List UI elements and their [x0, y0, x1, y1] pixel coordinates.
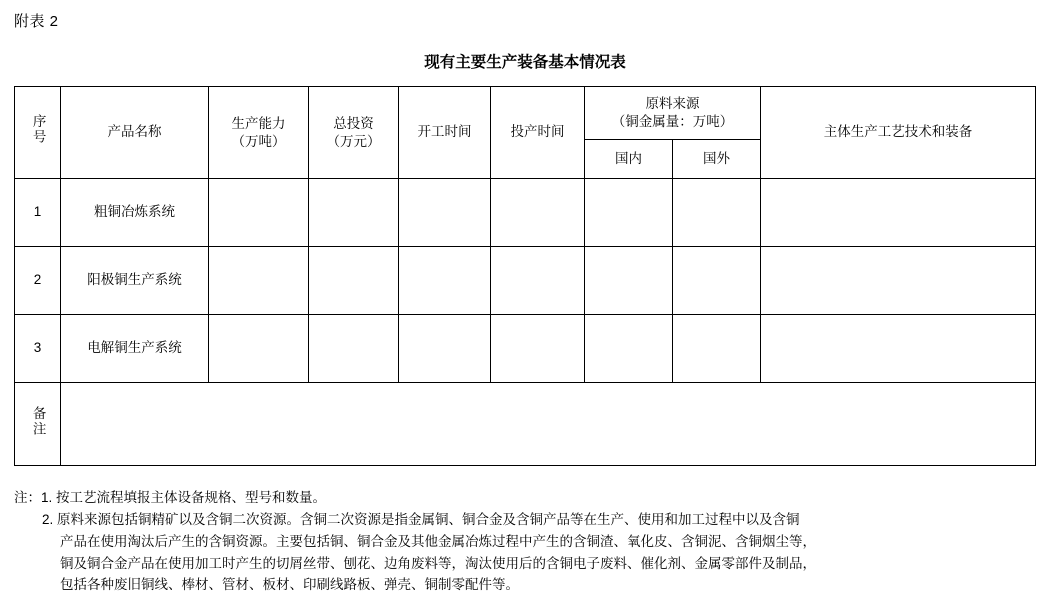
cell-seq: 2 — [15, 247, 61, 315]
header-capacity — [209, 87, 309, 179]
note-item-1 — [14, 487, 1034, 509]
header-capacity-line2: （万吨） — [231, 133, 286, 149]
cell-product-name: 粗铜冶炼系统 — [61, 179, 209, 247]
cell-capacity[interactable] — [209, 247, 309, 315]
header-production-time: 投产时间 — [491, 87, 585, 179]
cell-start-time[interactable] — [399, 247, 491, 315]
note-1-text: 1. 按工艺流程填报主体设备规格、型号和数量。 — [41, 490, 327, 505]
notes-block — [14, 487, 1034, 596]
cell-investment[interactable] — [309, 179, 399, 247]
table-row — [15, 247, 1036, 315]
table-row — [15, 179, 1036, 247]
note-2-line-1: 2. 原料来源包括铜精矿以及含铜二次资源。含铜二次资源是指金属铜、铜合金及含铜产品等在生产、使用和加工过程中以及含铜 — [42, 511, 800, 527]
cell-investment[interactable] — [309, 315, 399, 383]
note-item-2 — [42, 509, 1034, 596]
cell-production-time[interactable] — [491, 247, 585, 315]
header-material-source — [585, 87, 761, 140]
cell-tech[interactable] — [761, 179, 1036, 247]
page-title: 现有主要生产装备基本情况表 — [424, 54, 626, 71]
cell-capacity[interactable] — [209, 315, 309, 383]
cell-tech[interactable] — [761, 315, 1036, 383]
cell-start-time[interactable] — [399, 315, 491, 383]
cell-abroad[interactable] — [673, 247, 761, 315]
table-header-row — [15, 87, 1036, 140]
cell-product-name: 阳极铜生产系统 — [61, 247, 209, 315]
note-2-line-2: 产品在使用淘汰后产生的含铜资源。主要包括铜、铜合金及其他金属冶炼过程中产生的含铜渣、氧化皮、含铜泥、含铜烟尘等， — [60, 533, 816, 549]
header-tech: 主体生产工艺技术和装备 — [761, 87, 1036, 179]
cell-domestic[interactable] — [585, 179, 673, 247]
cell-capacity[interactable] — [209, 179, 309, 247]
cell-product-name: 电解铜生产系统 — [61, 315, 209, 383]
header-start-time: 开工时间 — [399, 87, 491, 179]
cell-domestic[interactable] — [585, 247, 673, 315]
cell-investment[interactable] — [309, 247, 399, 315]
remark-value[interactable] — [61, 383, 1036, 466]
equipment-table — [14, 86, 1036, 466]
header-investment — [309, 87, 399, 179]
table-row — [15, 315, 1036, 383]
header-seq — [15, 87, 61, 179]
header-investment-line2: （万元） — [326, 133, 381, 149]
cell-seq: 3 — [15, 315, 61, 383]
header-product-name: 产品名称 — [61, 87, 209, 179]
header-domestic: 国内 — [585, 140, 673, 179]
header-seq-label: 序号 — [30, 114, 46, 146]
header-abroad: 国外 — [673, 140, 761, 179]
header-material-source-line1: 原料来源 — [645, 96, 700, 112]
cell-abroad[interactable] — [673, 315, 761, 383]
cell-seq: 1 — [15, 179, 61, 247]
cell-production-time[interactable] — [491, 315, 585, 383]
header-investment-line1: 总投资 — [333, 115, 374, 131]
header-capacity-line1: 生产能力 — [231, 115, 286, 131]
remark-label-text: 备注 — [30, 405, 46, 437]
remark-label — [15, 383, 61, 466]
cell-start-time[interactable] — [399, 179, 491, 247]
cell-abroad[interactable] — [673, 179, 761, 247]
note-2-line-3: 铜及铜合金产品在使用加工时产生的切屑丝带、刨花、边角废料等，淘汰使用后的含铜电子废料、催化剂、金属零部件及制品， — [60, 555, 816, 571]
cell-production-time[interactable] — [491, 179, 585, 247]
note-2-line-4: 包括各种废旧铜线、棒材、管材、板材、印刷线路板、弹壳、铜制零配件等。 — [60, 577, 519, 593]
cell-domestic[interactable] — [585, 315, 673, 383]
notes-prefix: 注： — [14, 490, 41, 505]
header-material-source-line2: （铜金属量：万吨） — [611, 114, 734, 129]
table-remark-row — [15, 383, 1036, 466]
cell-tech[interactable] — [761, 247, 1036, 315]
attachment-label: 附表 2 — [14, 13, 59, 30]
